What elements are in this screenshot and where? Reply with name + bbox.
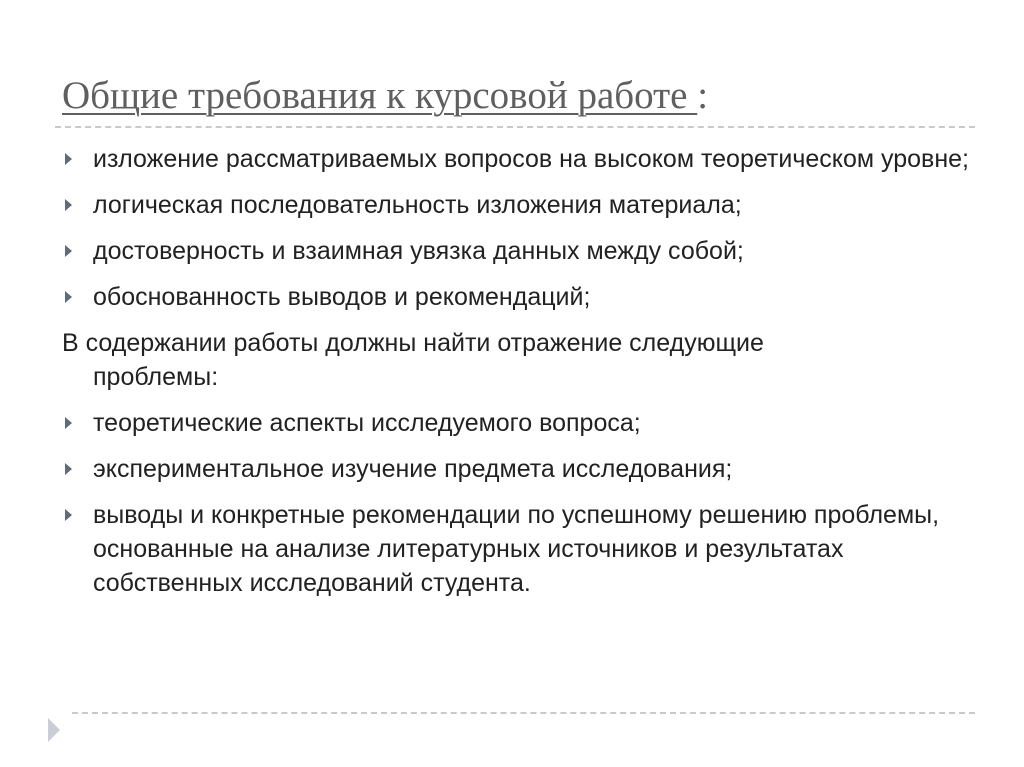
list-item	[62, 452, 982, 486]
corner-triangle-icon	[48, 718, 60, 742]
list-item-text: экспериментальное изучение предмета исследования;	[93, 455, 733, 483]
slide-body	[62, 142, 982, 600]
bullet-arrow-icon	[65, 509, 72, 521]
list-item-text: выводы и конкретные рекомендации по успешному решению проблемы, основанные на анализе литературных источников и результатах собственных исследований студента.	[93, 501, 940, 597]
list-item	[62, 142, 982, 176]
bullet-arrow-icon	[65, 417, 72, 429]
list-item	[62, 188, 982, 222]
slide-title-main: Общие требования к курсовой работе	[62, 74, 698, 117]
list-item-text: достоверность и взаимная увязка данных между собой;	[93, 237, 744, 265]
body-paragraph	[62, 326, 982, 394]
list-item	[62, 498, 982, 600]
body-paragraph-line: В содержании работы должны найти отражение следующие	[62, 329, 764, 357]
list-item-text: обоснованность выводов и рекомендаций;	[93, 283, 591, 311]
list-item-text: изложение рассматриваемых вопросов на высоком теоретическом уровне;	[93, 145, 969, 173]
title-divider	[55, 126, 975, 128]
slide-title	[62, 68, 962, 124]
bullet-arrow-icon	[65, 245, 72, 257]
list-item	[62, 406, 982, 440]
bullet-arrow-icon	[65, 463, 72, 475]
bullet-arrow-icon	[65, 291, 72, 303]
list-item	[62, 280, 982, 314]
footer-divider	[72, 712, 975, 714]
list-item-text: теоретические аспекты исследуемого вопроса;	[93, 409, 641, 437]
list-item	[62, 234, 982, 268]
list-item-text: логическая последовательность изложения материала;	[93, 191, 742, 219]
bullet-arrow-icon	[65, 153, 72, 165]
bullet-arrow-icon	[65, 199, 72, 211]
slide-title-colon: :	[697, 74, 709, 117]
body-paragraph-line: проблемы:	[93, 363, 219, 391]
